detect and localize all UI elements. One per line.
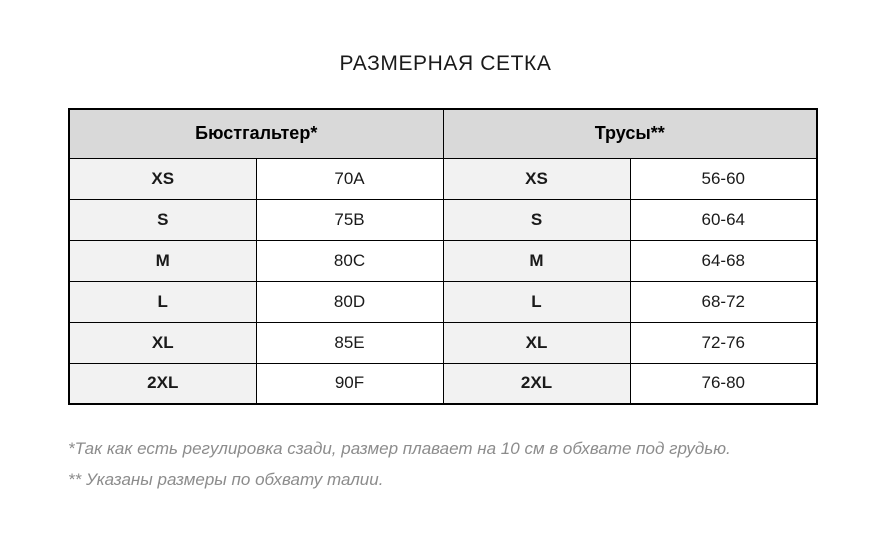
table-row bbox=[69, 281, 817, 322]
panty-size-value: 76-80 bbox=[630, 363, 817, 404]
size-table-body bbox=[69, 158, 817, 404]
bra-size-label: M bbox=[69, 240, 256, 281]
panty-size-label: 2XL bbox=[443, 363, 630, 404]
panty-size-label: XL bbox=[443, 322, 630, 363]
footnote-bra: *Так как есть регулировка сзади, размер плавает на 10 см в обхвате под грудью. bbox=[68, 439, 731, 458]
size-table bbox=[68, 108, 818, 405]
panty-size-value: 64-68 bbox=[630, 240, 817, 281]
table-header-row bbox=[69, 109, 817, 158]
bra-size-value: 70A bbox=[256, 158, 443, 199]
table-row bbox=[69, 363, 817, 404]
header-bra: Бюстгальтер* bbox=[69, 109, 443, 158]
footnotes bbox=[68, 433, 891, 495]
header-panties: Трусы** bbox=[443, 109, 817, 158]
table-row bbox=[69, 158, 817, 199]
bra-size-value: 85E bbox=[256, 322, 443, 363]
bra-size-label: XS bbox=[69, 158, 256, 199]
bra-size-value: 80D bbox=[256, 281, 443, 322]
panty-size-value: 60-64 bbox=[630, 199, 817, 240]
bra-size-value: 75B bbox=[256, 199, 443, 240]
panty-size-label: S bbox=[443, 199, 630, 240]
bra-size-label: S bbox=[69, 199, 256, 240]
bra-size-label: L bbox=[69, 281, 256, 322]
bra-size-label: XL bbox=[69, 322, 256, 363]
table-row bbox=[69, 322, 817, 363]
panty-size-label: M bbox=[443, 240, 630, 281]
bra-size-value: 80C bbox=[256, 240, 443, 281]
panty-size-label: L bbox=[443, 281, 630, 322]
table-row bbox=[69, 199, 817, 240]
panty-size-value: 68-72 bbox=[630, 281, 817, 322]
panty-size-value: 56-60 bbox=[630, 158, 817, 199]
panty-size-label: XS bbox=[443, 158, 630, 199]
bra-size-value: 90F bbox=[256, 363, 443, 404]
footnote-panties: ** Указаны размеры по обхвату талии. bbox=[68, 470, 384, 489]
size-table-head bbox=[69, 109, 817, 158]
panty-size-value: 72-76 bbox=[630, 322, 817, 363]
table-row bbox=[69, 240, 817, 281]
page-title: РАЗМЕРНАЯ СЕТКА bbox=[339, 52, 552, 75]
bra-size-label: 2XL bbox=[69, 363, 256, 404]
